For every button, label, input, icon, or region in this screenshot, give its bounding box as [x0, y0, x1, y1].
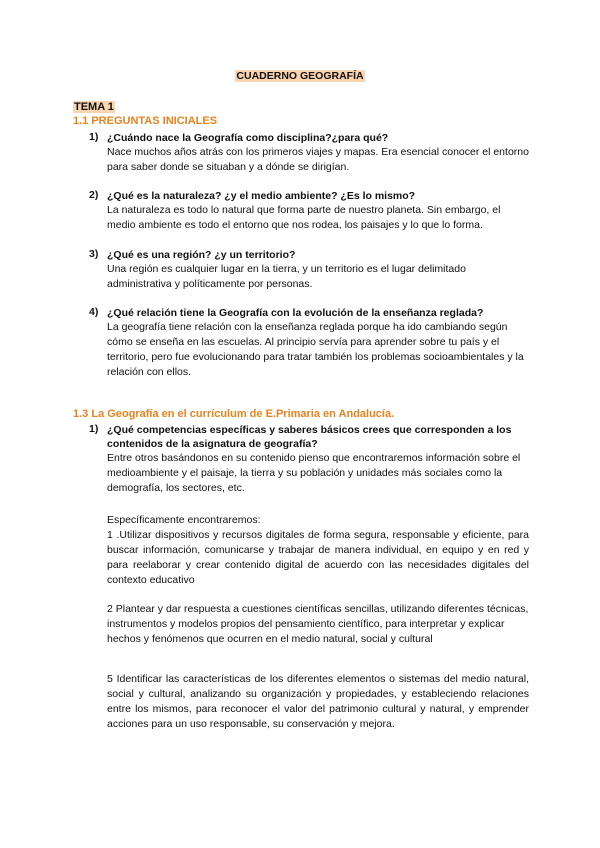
question-text: ¿Qué es una región? ¿y un territorio?: [107, 249, 296, 261]
question-number: 3): [89, 248, 99, 260]
question-text: ¿Qué competencias específicas y saberes básicos crees que corresponden a los contenidos de la asignatura de geografía?: [107, 424, 512, 450]
question-text: ¿Qué relación tiene la Geografía con la evolución de la enseñanza reglada?: [107, 307, 484, 319]
question-block-3: [89, 248, 529, 292]
question-block-2: [89, 189, 529, 233]
question-number: 1): [89, 131, 99, 143]
question-number: 1): [89, 423, 99, 435]
answer-text: Nace muchos años atrás con los primeros viajes y mapas. Era esencial conocer el entorno para saber donde se situaban y a dónde se dirigían.: [107, 146, 529, 173]
title-text: CUADERNO GEOGRAFÍA: [236, 70, 364, 82]
answer-text: Entre otros basándonos en su contenido pienso que encontraremos información sobre el medioambiente y el paisaje, la tierra y su población y unidades más sociales como la demografía, los sectores, etc.: [107, 452, 521, 494]
tema-heading: [73, 101, 115, 113]
competency-item-5: 5 Identificar las características de los diferentes elementos o sistemas del medio natural, social y cultural, analizando su organización y propiedades, y estableciendo relaciones entre los mismos, para reconocer el valor del patrimonio cultural y natural, y emprender acciones para un uso responsable, su conservación y mejora.: [107, 673, 529, 730]
section-heading-1-3: 1.3 La Geografía en el currículum de E.Primaria en Andalucía.: [73, 408, 395, 420]
question-number: 2): [89, 189, 99, 201]
tema-text: TEMA 1: [74, 101, 114, 113]
competency-item-1: 1 .Utilizar dispositivos y recursos digitales de forma segura, responsable y eficiente, para buscar información, comunicarse y trabajar de manera individual, en equipo y en red y para reelaborar y crear contenido digital de acuerdo con las necesidades digitales del contexto educativo: [107, 529, 529, 586]
answer-text: La naturaleza es todo lo natural que forma parte de nuestro planeta. Sin embargo, el medio ambiente es todo el entorno que nos rodea, los paisajes y lo que lo forma.: [107, 204, 501, 231]
answer-text: Una región es cualquier lugar en la tierra, y un territorio es el lugar delimitado administrativa y políticamente por personas.: [107, 263, 466, 290]
question-number: 4): [89, 306, 99, 318]
specific-intro: Específicamente encontraremos:: [107, 514, 261, 526]
question-block-competencias: [89, 423, 529, 496]
question-text: ¿Cuándo nace la Geografía como disciplina?¿para qué?: [107, 132, 389, 144]
question-block-1: [89, 131, 529, 175]
competency-item-2: 2 Plantear y dar respuesta a cuestiones científicas sencillas, utilizando diferentes técnicas, instrumentos y modelos propios del pensamiento científico, para interpretar y explicar hechos y fenómenos que ocurren en el medio natural, social y cultural: [107, 603, 529, 645]
question-text: ¿Qué es la naturaleza? ¿y el medio ambiente? ¿Es lo mismo?: [107, 190, 416, 202]
section-heading-1-1: 1.1 PREGUNTAS INICIALES: [73, 115, 218, 127]
page-title: [0, 70, 600, 82]
question-block-4: [89, 306, 529, 380]
answer-text: La geografía tiene relación con la enseñanza reglada porque ha ido cambiando según cómo se enseña en las escuelas. Al principio servía para aprender sobre tu país y el territorio, pero fue evolucionando para tratar también los problemas socioambientales y la relación con ellos.: [107, 321, 524, 378]
